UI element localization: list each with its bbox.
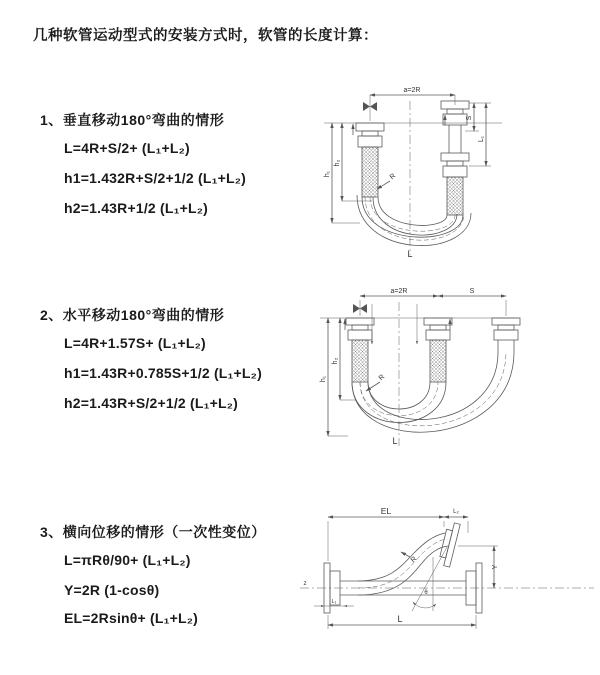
dim-label-h-outer: h₁ bbox=[324, 170, 331, 178]
angle-label: θ bbox=[424, 590, 428, 596]
dim-label-l1: L₁ bbox=[478, 135, 485, 143]
formula-line: L=πRθ/90+ (L₁+L₂) bbox=[64, 552, 191, 568]
diagram-vertical-180-bend-svg bbox=[310, 75, 590, 260]
formula-line: L=4R+1.57S+ (L₁+L₂) bbox=[64, 335, 206, 351]
braided-hose-section bbox=[362, 147, 378, 197]
radius-label: R bbox=[409, 555, 419, 565]
diagram-lateral-displacement-svg bbox=[296, 503, 600, 645]
length-label: L bbox=[407, 249, 413, 259]
formula-line: h2=1.43R+1/2 (L₁+L₂) bbox=[64, 200, 209, 216]
length-label: L bbox=[392, 436, 398, 446]
page-title: 几种软管运动型式的安装方式时，软管的长度计算： bbox=[33, 28, 378, 44]
dimension-labels bbox=[304, 506, 500, 624]
braided-hose-section bbox=[447, 177, 463, 215]
formula-line: h2=1.43R+S/2+1/2 (L₁+L₂) bbox=[64, 395, 239, 411]
formula-line: h1=1.43R+0.785S+1/2 (L₁+L₂) bbox=[64, 365, 262, 381]
hose-drawing bbox=[324, 95, 502, 255]
diagram-horizontal-180-bend bbox=[310, 278, 590, 460]
section-3-heading: 3、横向位移的情形（一次性变位） bbox=[40, 524, 266, 540]
dim-label-h-inner: h₂ bbox=[334, 159, 341, 167]
datum-label: z bbox=[303, 581, 307, 587]
braided-hose-section bbox=[352, 340, 368, 382]
dim-label-s: S bbox=[466, 115, 473, 121]
section-2-heading: 2、水平移动180°弯曲的情形 bbox=[40, 307, 225, 323]
dim-label-el: EL bbox=[380, 506, 392, 516]
dim-label-h-inner: h₂ bbox=[332, 357, 339, 365]
radius-label: R bbox=[388, 172, 398, 182]
hose-drawing bbox=[320, 296, 520, 446]
dim-label-l1: L₁ bbox=[331, 599, 337, 605]
dim-label-a-2r: a=2R bbox=[403, 87, 421, 94]
dim-label-s: S bbox=[469, 288, 475, 295]
diagram-horizontal-180-bend-svg bbox=[310, 278, 590, 460]
formula-line: EL=2Rsinθ+ (L₁+L₂) bbox=[64, 610, 199, 626]
formula-line: L=4R+S/2+ (L₁+L₂) bbox=[64, 140, 190, 156]
braided-hose-section bbox=[430, 340, 446, 382]
section-1-heading: 1、垂直移动180°弯曲的情形 bbox=[40, 112, 225, 128]
formula-line: h1=1.432R+S/2+1/2 (L₁+L₂) bbox=[64, 170, 246, 186]
diagram-lateral-displacement bbox=[296, 503, 600, 645]
dim-label-h-outer: h₁ bbox=[320, 375, 327, 383]
dim-label-y: Y bbox=[492, 564, 499, 570]
diagram-vertical-180-bend bbox=[310, 75, 590, 260]
length-label: L bbox=[397, 614, 403, 624]
dim-label-l2: L₂ bbox=[453, 509, 459, 515]
radius-label: R bbox=[377, 373, 387, 383]
formula-line: Y=2R (1-cosθ) bbox=[64, 582, 160, 598]
hose-drawing bbox=[300, 517, 594, 629]
dim-label-a-2r: a=2R bbox=[390, 288, 408, 295]
